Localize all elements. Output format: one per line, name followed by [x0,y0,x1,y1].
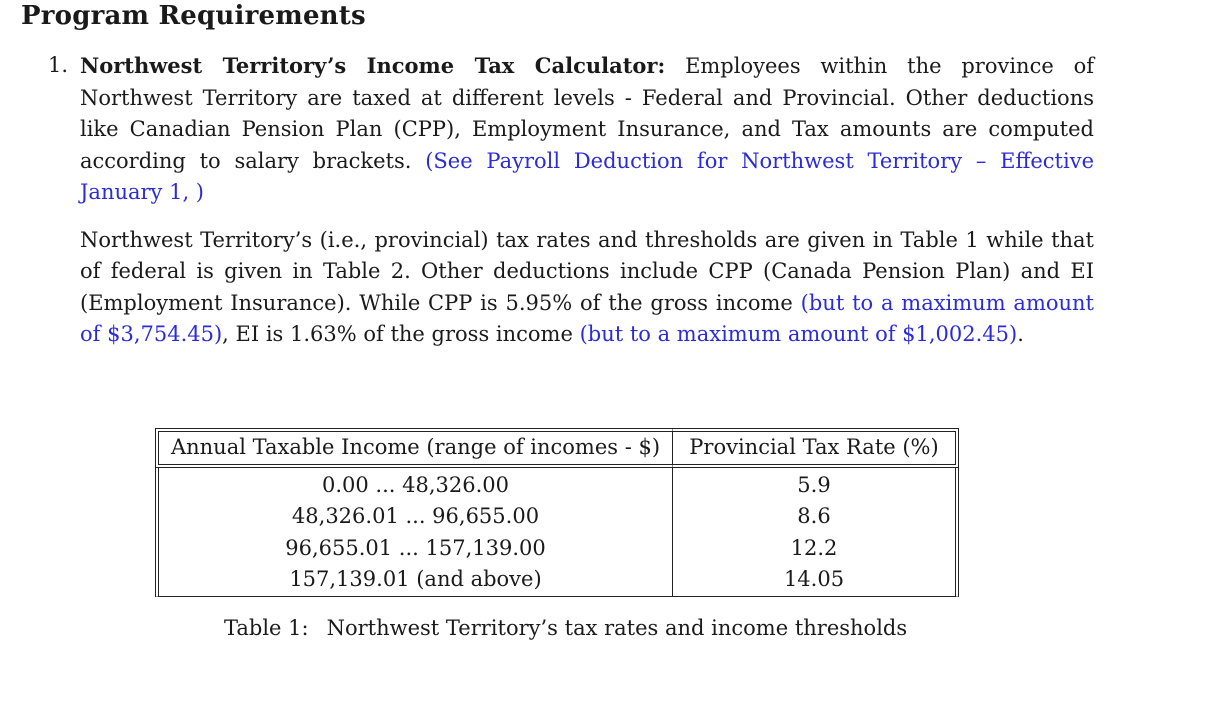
column-header-income: Annual Taxable Income (range of incomes - $) [155,428,673,468]
list-item-number: 1. [48,53,69,77]
paragraph-2-text-b: , EI is 1.63% of the gross income [222,322,573,346]
paragraph-2-text-a: Northwest Territory’s (i.e., provincial) tax rates and thresholds are given in Table 1 while that of federal is given in Table 2. Other deductions include CPP (Canada Pension Plan) and EI (Employment Insurance). While CPP is 5.95% of the gross income [80,227,1094,315]
paragraph-1-text: Employees within the province of Northwest Territory are taxed at different levels - Federal and Provincial. Other deductions like Canadian Pension Plan (CPP), Employment Insurance, and Tax amounts are computed according to salary brackets. [80,54,1094,173]
cpp-max-link[interactable]: (but to a maximum amount of $3,754.45) [80,290,1094,346]
table-caption-text: Northwest Territory’s tax rates and income thresholds [326,616,908,640]
item-heading: Northwest Territory’s Income Tax Calculator: [80,53,666,78]
paragraph-2-end: . [1017,322,1024,346]
requirements-list [48,50,1094,351]
payroll-deduction-link[interactable]: (See Payroll Deduction for Northwest Territory – Effective January 1, ) [80,148,1094,204]
income-range-cell: 0.00 ... 48,326.00 [155,468,673,502]
tax-table-container [155,428,959,597]
section-title: Program Requirements [21,1,366,31]
provincial-tax-table [155,428,959,597]
table-caption [224,613,907,645]
tax-rate-cell: 12.2 [673,533,959,565]
income-range-cell: 157,139.01 (and above) [155,564,673,597]
table-row [155,533,959,565]
table-row [155,468,959,502]
item-paragraph-1 [80,50,1094,209]
table-header-row [155,428,959,468]
income-range-cell: 48,326.01 ... 96,655.00 [155,501,673,533]
ei-max-link[interactable]: (but to a maximum amount of $1,002.45) [579,322,1018,346]
tax-rate-cell: 14.05 [673,564,959,597]
income-range-cell: 96,655.01 ... 157,139.00 [155,533,673,565]
table-row [155,564,959,597]
tax-rate-cell: 8.6 [673,501,959,533]
table-row [155,501,959,533]
column-header-rate: Provincial Tax Rate (%) [673,428,959,468]
item-paragraph-2 [80,225,1094,351]
table-caption-label: Table 1: [224,616,309,640]
tax-rate-cell: 5.9 [673,468,959,502]
